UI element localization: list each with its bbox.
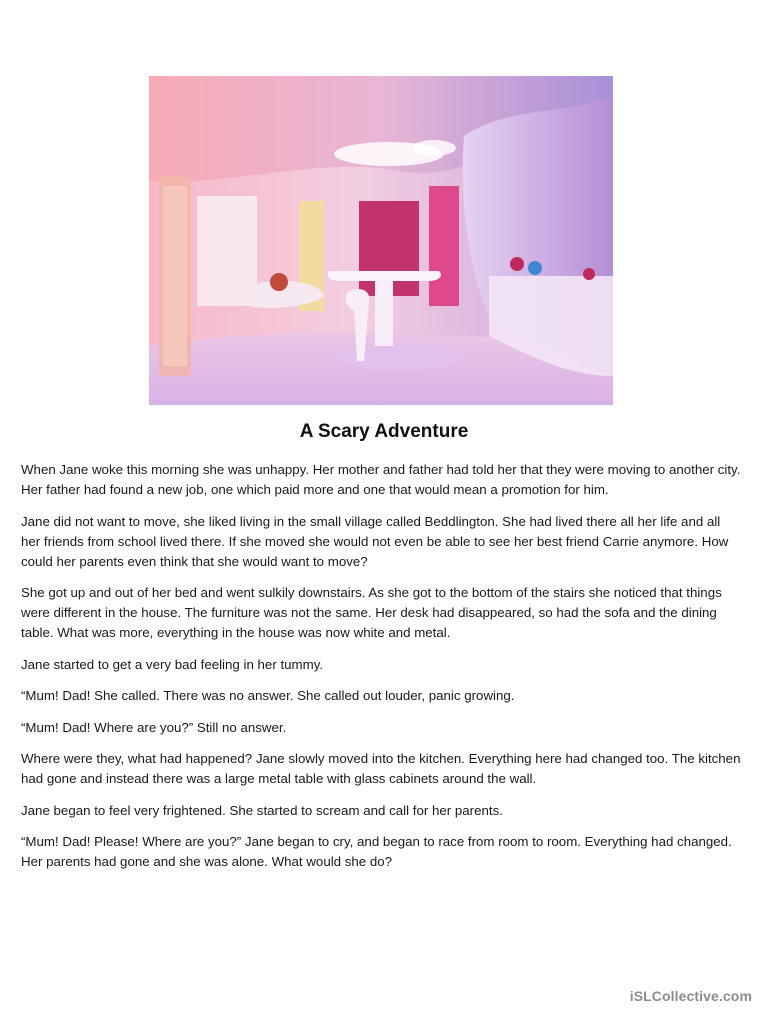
story-title: A Scary Adventure: [299, 421, 469, 442]
story-paragraph: “Mum! Dad! She called. There was no answer. She called out louder, panic growing.: [21, 688, 515, 703]
story-paragraph: Jane began to feel very frightened. She started to scream and call for her parents.: [21, 802, 503, 818]
story-paragraph: Jane started to get a very bad feeling in her tummy.: [21, 656, 324, 672]
story-body: [21, 460, 743, 884]
story-paragraph: “Mum! Dad! Please! Where are you?” Jane began to cry, and began to race from room to room. Everything had changed. Her parents had gone and she was alone. What would she do?: [21, 834, 732, 869]
room-illustration: [149, 76, 613, 405]
futuristic-room-photo: [149, 76, 613, 405]
story-paragraph: Jane did not want to move, she liked living in the small village called Beddlington. She had lived there all her life and all her friends from school lived there. If she moved she would not even be able to see her best friend Carrie anymore. How could her parents even think that she would want to move?: [21, 513, 729, 569]
story-paragraph: Where were they, what had happened? Jane slowly moved into the kitchen. Everything here had changed too. The kitchen had gone and instead there was a large metal table with glass cabinets around the wall.: [21, 751, 741, 786]
story-paragraph: When Jane woke this morning she was unhappy. Her mother and father had told her that they were moving to another city. Her father had found a new job, one which paid more and one that would mean a promotion for him.: [21, 462, 741, 497]
story-paragraph: She got up and out of her bed and went sulkily downstairs. As she got to the bottom of the stairs she noticed that things were different in the house. The furniture was not the same. Her desk had disappeared, so had the sofa and the dining table. What was more, everything in the house was now white and metal.: [21, 585, 722, 640]
site-watermark: iSLCollective.com: [629, 988, 752, 1004]
story-paragraph: “Mum! Dad! Where are you?” Still no answer.: [21, 719, 287, 735]
